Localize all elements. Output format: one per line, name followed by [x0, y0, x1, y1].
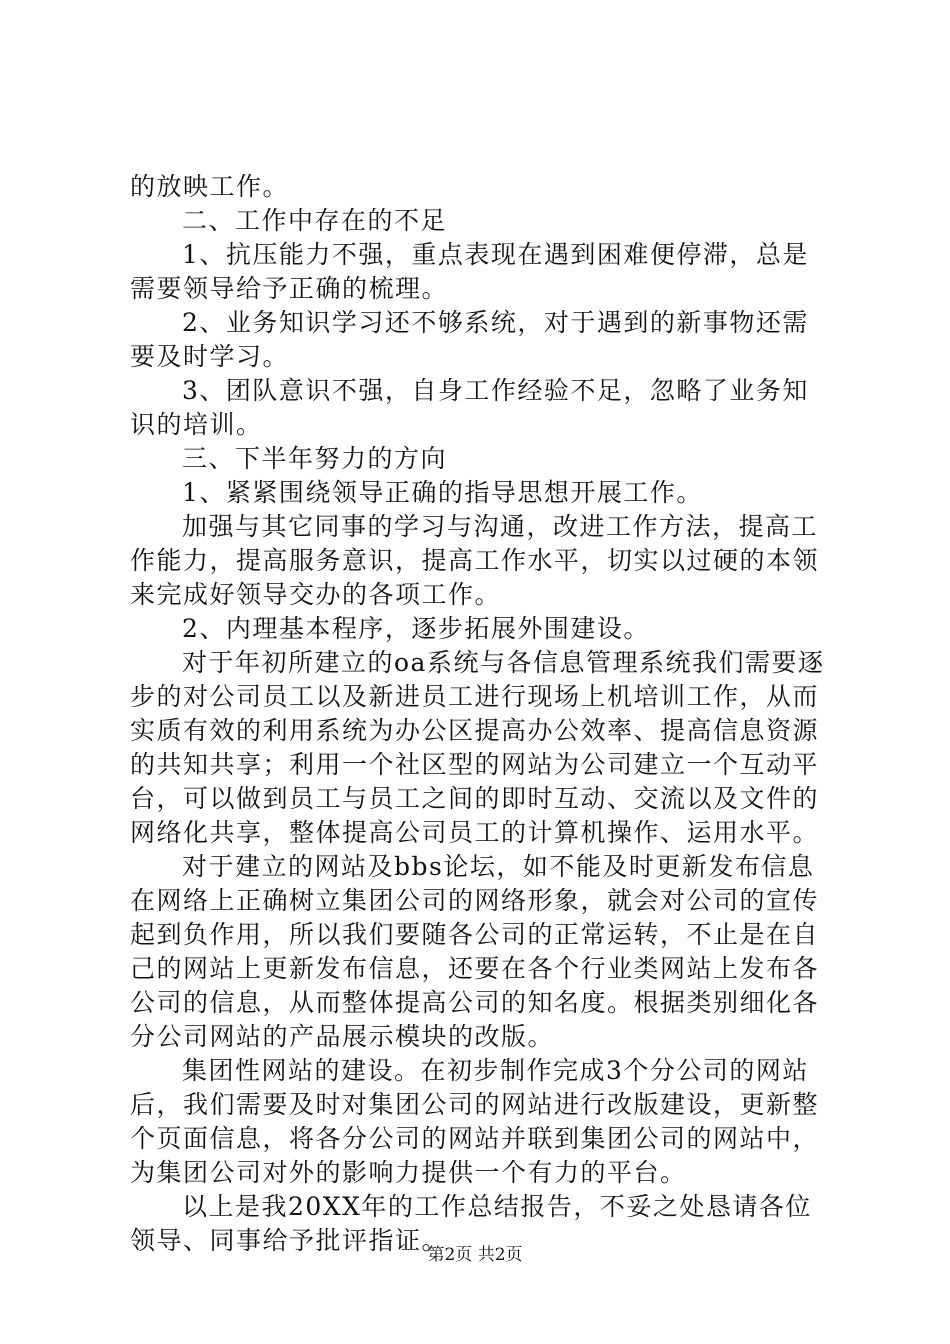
document-body — [130, 170, 835, 1258]
paragraph-group-website: 集团性网站的建设。在初步制作完成3个分公司的网站后，我们需要及时对集团公司的网站进行改版建设，更新整个页面信息，将各分公司的网站并联到集团公司的网站中，为集团公司对外的影响力提供一个有力的平台。 — [130, 1056, 820, 1187]
page-footer — [0, 1240, 950, 1265]
section-heading-direction: 三、下半年努力的方向 — [182, 444, 448, 473]
paragraph-direction-1: 1、紧紧围绕领导正确的指导思想开展工作。 — [182, 478, 703, 507]
section-heading-shortcomings: 二、工作中存在的不足 — [182, 206, 448, 235]
paragraph-continuation: 的放映工作。 — [130, 172, 290, 201]
paragraph-website-bbs: 对于建立的网站及bbs论坛，如不能及时更新发布信息在网络上正确树立集团公司的网络形象，就会对公司的宣传起到负作用，所以我们要随各公司的正常运转，不止是在自己的网站上更新发布信息，还要在各个行业类网站上发布各公司的信息，从而整体提高公司的知名度。根据类别细化各分公司网站的产品展示模块的改版。 — [130, 852, 820, 1051]
page-number-label: 第2页 共2页 — [427, 1245, 523, 1265]
paragraph-direction-1-detail: 加强与其它同事的学习与沟通，改进工作方法，提高工作能力，提高服务意识，提高工作水平，切实以过硬的本领来完成好领导交办的各项工作。 — [130, 512, 820, 609]
paragraph-oa-system: 对于年初所建立的oa系统与各信息管理系统我们需要逐步的对公司员工以及新进员工进行现场上机培训工作，从而实质有效的利用系统为办公区提高办公效率、提高信息资源的共知共享；利用一个社区型的网站为公司建立一个互动平台，可以做到员工与员工之间的即时互动、交流以及文件的网络化共享，整体提高公司员工的计算机操作、运用水平。 — [130, 648, 825, 847]
paragraph-shortcoming-1: 1、抗压能力不强，重点表现在遇到困难便停滞，总是需要领导给予正确的梳理。 — [130, 240, 809, 303]
paragraph-direction-2: 2、内理基本程序，逐步拓展外围建设。 — [182, 614, 650, 643]
paragraph-closing: 以上是我20XX年的工作总结报告，不妥之处恳请各位领导、同事给予批评指证。 — [130, 1192, 812, 1255]
paragraph-shortcoming-2: 2、业务知识学习还不够系统，对于遇到的新事物还需要及时学习。 — [130, 308, 809, 371]
paragraph-shortcoming-3: 3、团队意识不强，自身工作经验不足，忽略了业务知识的培训。 — [130, 376, 809, 439]
